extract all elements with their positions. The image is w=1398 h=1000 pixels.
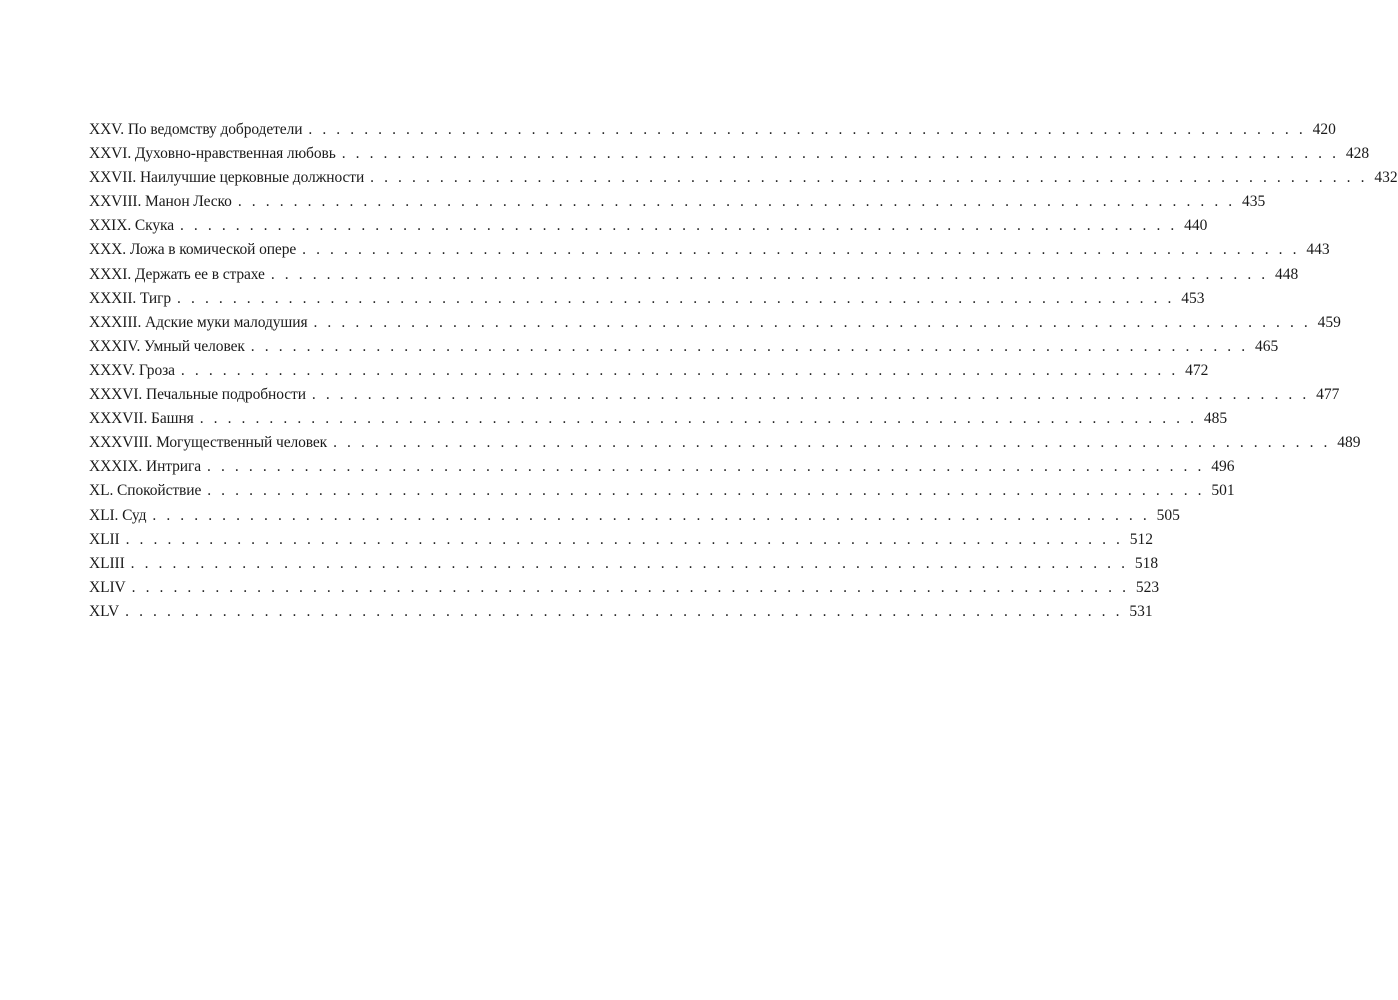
- toc-entry-page-number: 523: [1135, 578, 1160, 596]
- toc-entry-title: XXXIV. Умный человек: [89, 337, 245, 355]
- toc-entry-title: XLI. Суд: [89, 506, 147, 524]
- toc-entry[interactable]: [89, 359, 1209, 383]
- toc-entry-title: XLV: [89, 602, 120, 620]
- toc-entry-page-number: 465: [1254, 337, 1279, 355]
- toc-entry-page-number: 485: [1203, 410, 1228, 428]
- toc-entry-title: XXIX. Скука: [89, 217, 174, 235]
- toc-entry[interactable]: [89, 528, 1154, 552]
- toc-dot-leader: . . . . . . . . . . . . . . . . . . . . . . . . . . . . . . . . . . . . . . . . . . . . . . . . . . . . . . . . . . . . . . . . . . . . . . . .: [152, 506, 1150, 524]
- toc-entry-page-number: 448: [1275, 265, 1299, 283]
- toc-entry-title: XXXVII. Башня: [89, 410, 194, 428]
- toc-dot-leader: . . . . . . . . . . . . . . . . . . . . . . . . . . . . . . . . . . . . . . . . . . . . . . . . . . . . . . . . . . . . . . . . . . . . . . . .: [131, 578, 1130, 596]
- toc-dot-leader: . . . . . . . . . . . . . . . . . . . . . . . . . . . . . . . . . . . . . . . . . . . . . . . . . . . . . . . . . . . . . . . . . . . . . . . .: [199, 410, 1198, 428]
- toc-dot-leader: . . . . . . . . . . . . . . . . . . . . . . . . . . . . . . . . . . . . . . . . . . . . . . . . . . . . . . . . . . . . . . . . . . . . . . . .: [125, 530, 1124, 548]
- toc-entry[interactable]: [89, 214, 1208, 238]
- toc-entry[interactable]: [89, 552, 1159, 576]
- table-of-contents: [89, 118, 1398, 624]
- toc-dot-leader: . . . . . . . . . . . . . . . . . . . . . . . . . . . . . . . . . . . . . . . . . . . . . . . . . . . . . . . . . . . . . . . . . . . . . . . .: [125, 602, 1123, 620]
- toc-dot-leader: . . . . . . . . . . . . . . . . . . . . . . . . . . . . . . . . . . . . . . . . . . . . . . . . . . . . . . . . . . . . . . . . . . . . . . . .: [311, 386, 1310, 404]
- toc-entry-title: XLIII: [89, 554, 125, 572]
- toc-entry-title: XXXI. Держать ее в страхе: [89, 265, 265, 283]
- toc-entry-page-number: 518: [1134, 554, 1159, 572]
- toc-entry[interactable]: [89, 287, 1205, 311]
- toc-entry-title: XXVII. Наилучшие церковные должности: [89, 169, 365, 187]
- toc-dot-leader: . . . . . . . . . . . . . . . . . . . . . . . . . . . . . . . . . . . . . . . . . . . . . . . . . . . . . . . . . . . . . . . . . . . . . . . .: [207, 458, 1205, 476]
- toc-entry-title: XXXV. Гроза: [89, 361, 175, 379]
- toc-entry-page-number: 428: [1345, 145, 1370, 163]
- toc-entry[interactable]: [89, 311, 1341, 335]
- toc-entry[interactable]: [89, 576, 1160, 600]
- toc-entry-title: XLII: [89, 530, 120, 548]
- toc-entry-page-number: 440: [1184, 217, 1208, 235]
- toc-entry[interactable]: [89, 118, 1336, 142]
- toc-dot-leader: . . . . . . . . . . . . . . . . . . . . . . . . . . . . . . . . . . . . . . . . . . . . . . . . . . . . . . . . . . . . . . . . . . . . . . . .: [302, 241, 1300, 259]
- toc-dot-leader: . . . . . . . . . . . . . . . . . . . . . . . . . . . . . . . . . . . . . . . . . . . . . . . . . . . . . . . . . . . . . . . . . . . . . . . .: [341, 145, 1340, 163]
- toc-dot-leader: . . . . . . . . . . . . . . . . . . . . . . . . . . . . . . . . . . . . . . . . . . . . . . . . . . . . . . . . . . . . . . . . . . . . . . . .: [179, 217, 1178, 235]
- toc-entry-page-number: 472: [1185, 361, 1209, 379]
- toc-entry[interactable]: [89, 263, 1299, 287]
- toc-entry[interactable]: [89, 166, 1398, 190]
- toc-dot-leader: . . . . . . . . . . . . . . . . . . . . . . . . . . . . . . . . . . . . . . . . . . . . . . . . . . . . . . . . . . . . . . . . . . . . . . . .: [180, 361, 1179, 379]
- toc-entry[interactable]: [89, 600, 1153, 624]
- toc-entry-page-number: 453: [1181, 289, 1205, 307]
- toc-entry-page-number: 501: [1211, 482, 1235, 500]
- toc-entry[interactable]: [89, 142, 1370, 166]
- toc-entry-title: XXXIII. Адские муки малодушия: [89, 313, 308, 331]
- toc-entry-page-number: 512: [1129, 530, 1154, 548]
- toc-entry-page-number: 432: [1374, 169, 1398, 187]
- toc-entry-title: XXVIII. Манон Леско: [89, 193, 232, 211]
- toc-dot-leader: . . . . . . . . . . . . . . . . . . . . . . . . . . . . . . . . . . . . . . . . . . . . . . . . . . . . . . . . . . . . . . . . . . . . . . . .: [308, 121, 1306, 138]
- toc-entry[interactable]: [89, 238, 1330, 262]
- toc-entry[interactable]: [89, 383, 1340, 407]
- toc-entry-title: XXVI. Духовно-нравственная любовь: [89, 145, 336, 163]
- toc-entry-title: XXX. Ложа в комической опере: [89, 241, 297, 259]
- toc-entry[interactable]: [89, 431, 1361, 455]
- toc-entry[interactable]: [89, 190, 1266, 214]
- toc-entry-page-number: 531: [1129, 602, 1153, 620]
- toc-entry-page-number: 477: [1316, 386, 1340, 404]
- toc-dot-leader: . . . . . . . . . . . . . . . . . . . . . . . . . . . . . . . . . . . . . . . . . . . . . . . . . . . . . . . . . . . . . . . . . . . . . . . .: [237, 193, 1236, 211]
- toc-entry-title: XXXVIII. Могущественный человек: [89, 434, 328, 452]
- toc-entry-title: XLIV: [89, 578, 126, 596]
- toc-entry[interactable]: [89, 407, 1228, 431]
- toc-entry[interactable]: [89, 335, 1279, 359]
- toc-entry-page-number: 489: [1337, 434, 1361, 452]
- toc-entry-title: XXXII. Тигр: [89, 289, 172, 307]
- toc-dot-leader: . . . . . . . . . . . . . . . . . . . . . . . . . . . . . . . . . . . . . . . . . . . . . . . . . . . . . . . . . . . . . . . . . . . . . . . .: [250, 337, 1249, 355]
- toc-entry[interactable]: [89, 479, 1235, 503]
- toc-entry-page-number: 435: [1242, 193, 1266, 211]
- toc-dot-leader: . . . . . . . . . . . . . . . . . . . . . . . . . . . . . . . . . . . . . . . . . . . . . . . . . . . . . . . . . . . . . . . . . . . . . . . .: [313, 313, 1311, 331]
- toc-entry-page-number: 443: [1306, 241, 1330, 259]
- toc-entry-title: XXV. По ведомству добродетели: [89, 121, 303, 138]
- toc-entry-page-number: 459: [1317, 313, 1341, 331]
- toc-entry-title: XXXVI. Печальные подробности: [89, 386, 306, 404]
- toc-entry[interactable]: [89, 455, 1235, 479]
- toc-entry-title: XXXIX. Интрига: [89, 458, 202, 476]
- toc-entry-page-number: 505: [1156, 506, 1180, 524]
- toc-dot-leader: . . . . . . . . . . . . . . . . . . . . . . . . . . . . . . . . . . . . . . . . . . . . . . . . . . . . . . . . . . . . . . . . . . . . . . . .: [270, 265, 1269, 283]
- toc-entry-page-number: 420: [1312, 121, 1336, 138]
- toc-dot-leader: . . . . . . . . . . . . . . . . . . . . . . . . . . . . . . . . . . . . . . . . . . . . . . . . . . . . . . . . . . . . . . . . . . . . . . . .: [130, 554, 1129, 572]
- toc-entry[interactable]: [89, 504, 1180, 528]
- toc-entry-title: XL. Спокойствие: [89, 482, 202, 500]
- toc-dot-leader: . . . . . . . . . . . . . . . . . . . . . . . . . . . . . . . . . . . . . . . . . . . . . . . . . . . . . . . . . . . . . . . . . . . . . . . .: [177, 289, 1175, 307]
- toc-dot-leader: . . . . . . . . . . . . . . . . . . . . . . . . . . . . . . . . . . . . . . . . . . . . . . . . . . . . . . . . . . . . . . . . . . . . . . . .: [370, 169, 1368, 187]
- toc-dot-leader: . . . . . . . . . . . . . . . . . . . . . . . . . . . . . . . . . . . . . . . . . . . . . . . . . . . . . . . . . . . . . . . . . . . . . . . .: [333, 434, 1331, 452]
- toc-dot-leader: . . . . . . . . . . . . . . . . . . . . . . . . . . . . . . . . . . . . . . . . . . . . . . . . . . . . . . . . . . . . . . . . . . . . . . . .: [207, 482, 1205, 500]
- toc-entry-page-number: 496: [1211, 458, 1235, 476]
